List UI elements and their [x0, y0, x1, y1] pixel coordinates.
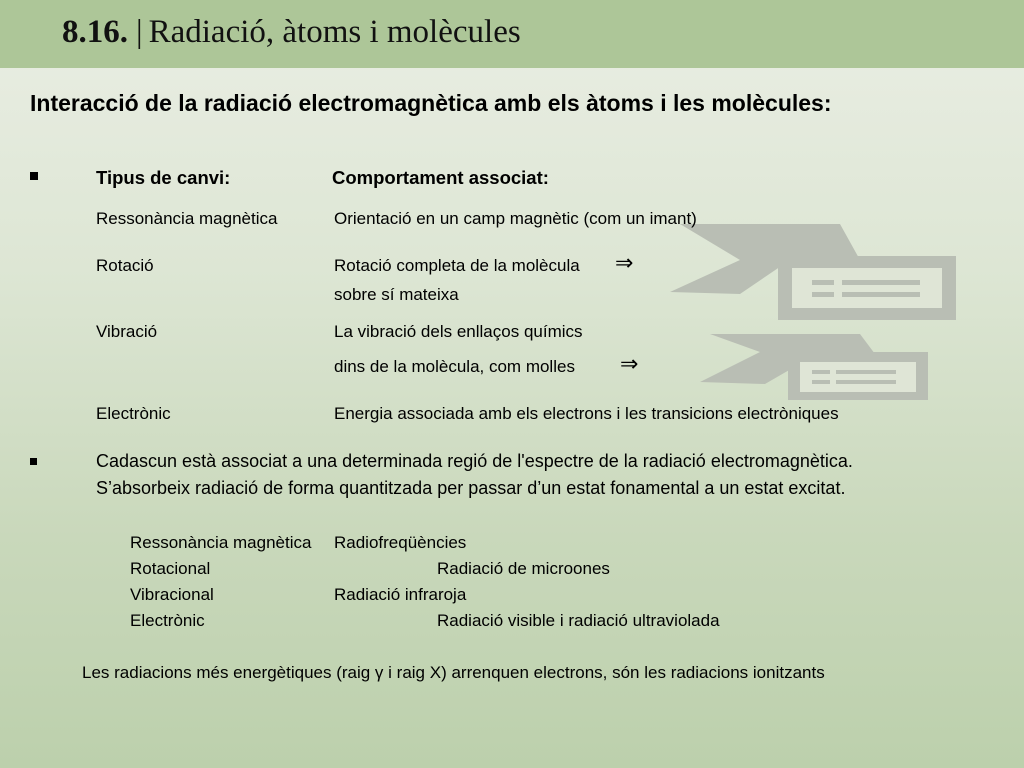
- behavior-rotation-line1: Rotació completa de la molècula: [334, 256, 580, 275]
- change-type-rotation: Rotació: [96, 256, 154, 275]
- region-type-2: Rotacional: [130, 559, 211, 578]
- bullet-icon: [30, 172, 38, 180]
- title-bar: [0, 0, 1024, 68]
- change-type-electronic: Electrònic: [96, 404, 171, 423]
- region-name-4: Radiació visible i radiació ultraviolada: [437, 611, 720, 630]
- change-type-nmr: Ressonància magnètica: [96, 209, 278, 228]
- column-header-type: Tipus de canvi:: [96, 167, 231, 188]
- paragraph-line-2: S’absorbeix radiació de forma quantitzada per passar d’un estat fonamental a un estat excitat.: [96, 478, 846, 498]
- section-number: 8.16.: [62, 14, 128, 50]
- behavior-vibration-line1: La vibració dels enllaços químics: [334, 322, 583, 341]
- paragraph-line-1: Cadascun està associat a una determinada regió de l'espectre de la radiació electromagnètica.: [96, 451, 853, 471]
- region-type-3: Vibracional: [130, 585, 214, 604]
- region-name-1: Radiofreqüències: [334, 533, 467, 552]
- region-name-3: Radiació infraroja: [334, 585, 467, 604]
- title-text: Radiació, àtoms i molècules: [148, 14, 521, 50]
- slide-title: [62, 14, 521, 51]
- implies-arrow-icon: ⇒: [620, 352, 639, 377]
- region-type-1: Ressonància magnètica: [130, 533, 312, 552]
- behavior-nmr: Orientació en un camp magnètic (com un imant): [334, 209, 697, 228]
- column-header-behavior: Comportament associat:: [332, 167, 549, 188]
- change-type-vibration: Vibració: [96, 322, 158, 341]
- behavior-electronic: Energia associada amb els electrons i les transicions electròniques: [334, 404, 839, 423]
- rays-hitting-molecules-icon: [670, 224, 960, 404]
- implies-arrow-icon: ⇒: [615, 251, 634, 276]
- region-type-4: Electrònic: [130, 611, 205, 630]
- behavior-vibration-line2: dins de la molècula, com molles: [334, 357, 575, 376]
- title-separator: |: [136, 14, 143, 50]
- section-heading: Interacció de la radiació electromagnètica amb els àtoms i les molècules:: [30, 90, 832, 116]
- bullet-icon: [30, 458, 37, 465]
- footer-note: Les radiacions més energètiques (raig γ i raig X) arrenquen electrons, són les radiacions ionitzants: [82, 663, 825, 682]
- behavior-rotation-line2: sobre sí mateixa: [334, 285, 459, 304]
- region-name-2: Radiació de microones: [437, 559, 610, 578]
